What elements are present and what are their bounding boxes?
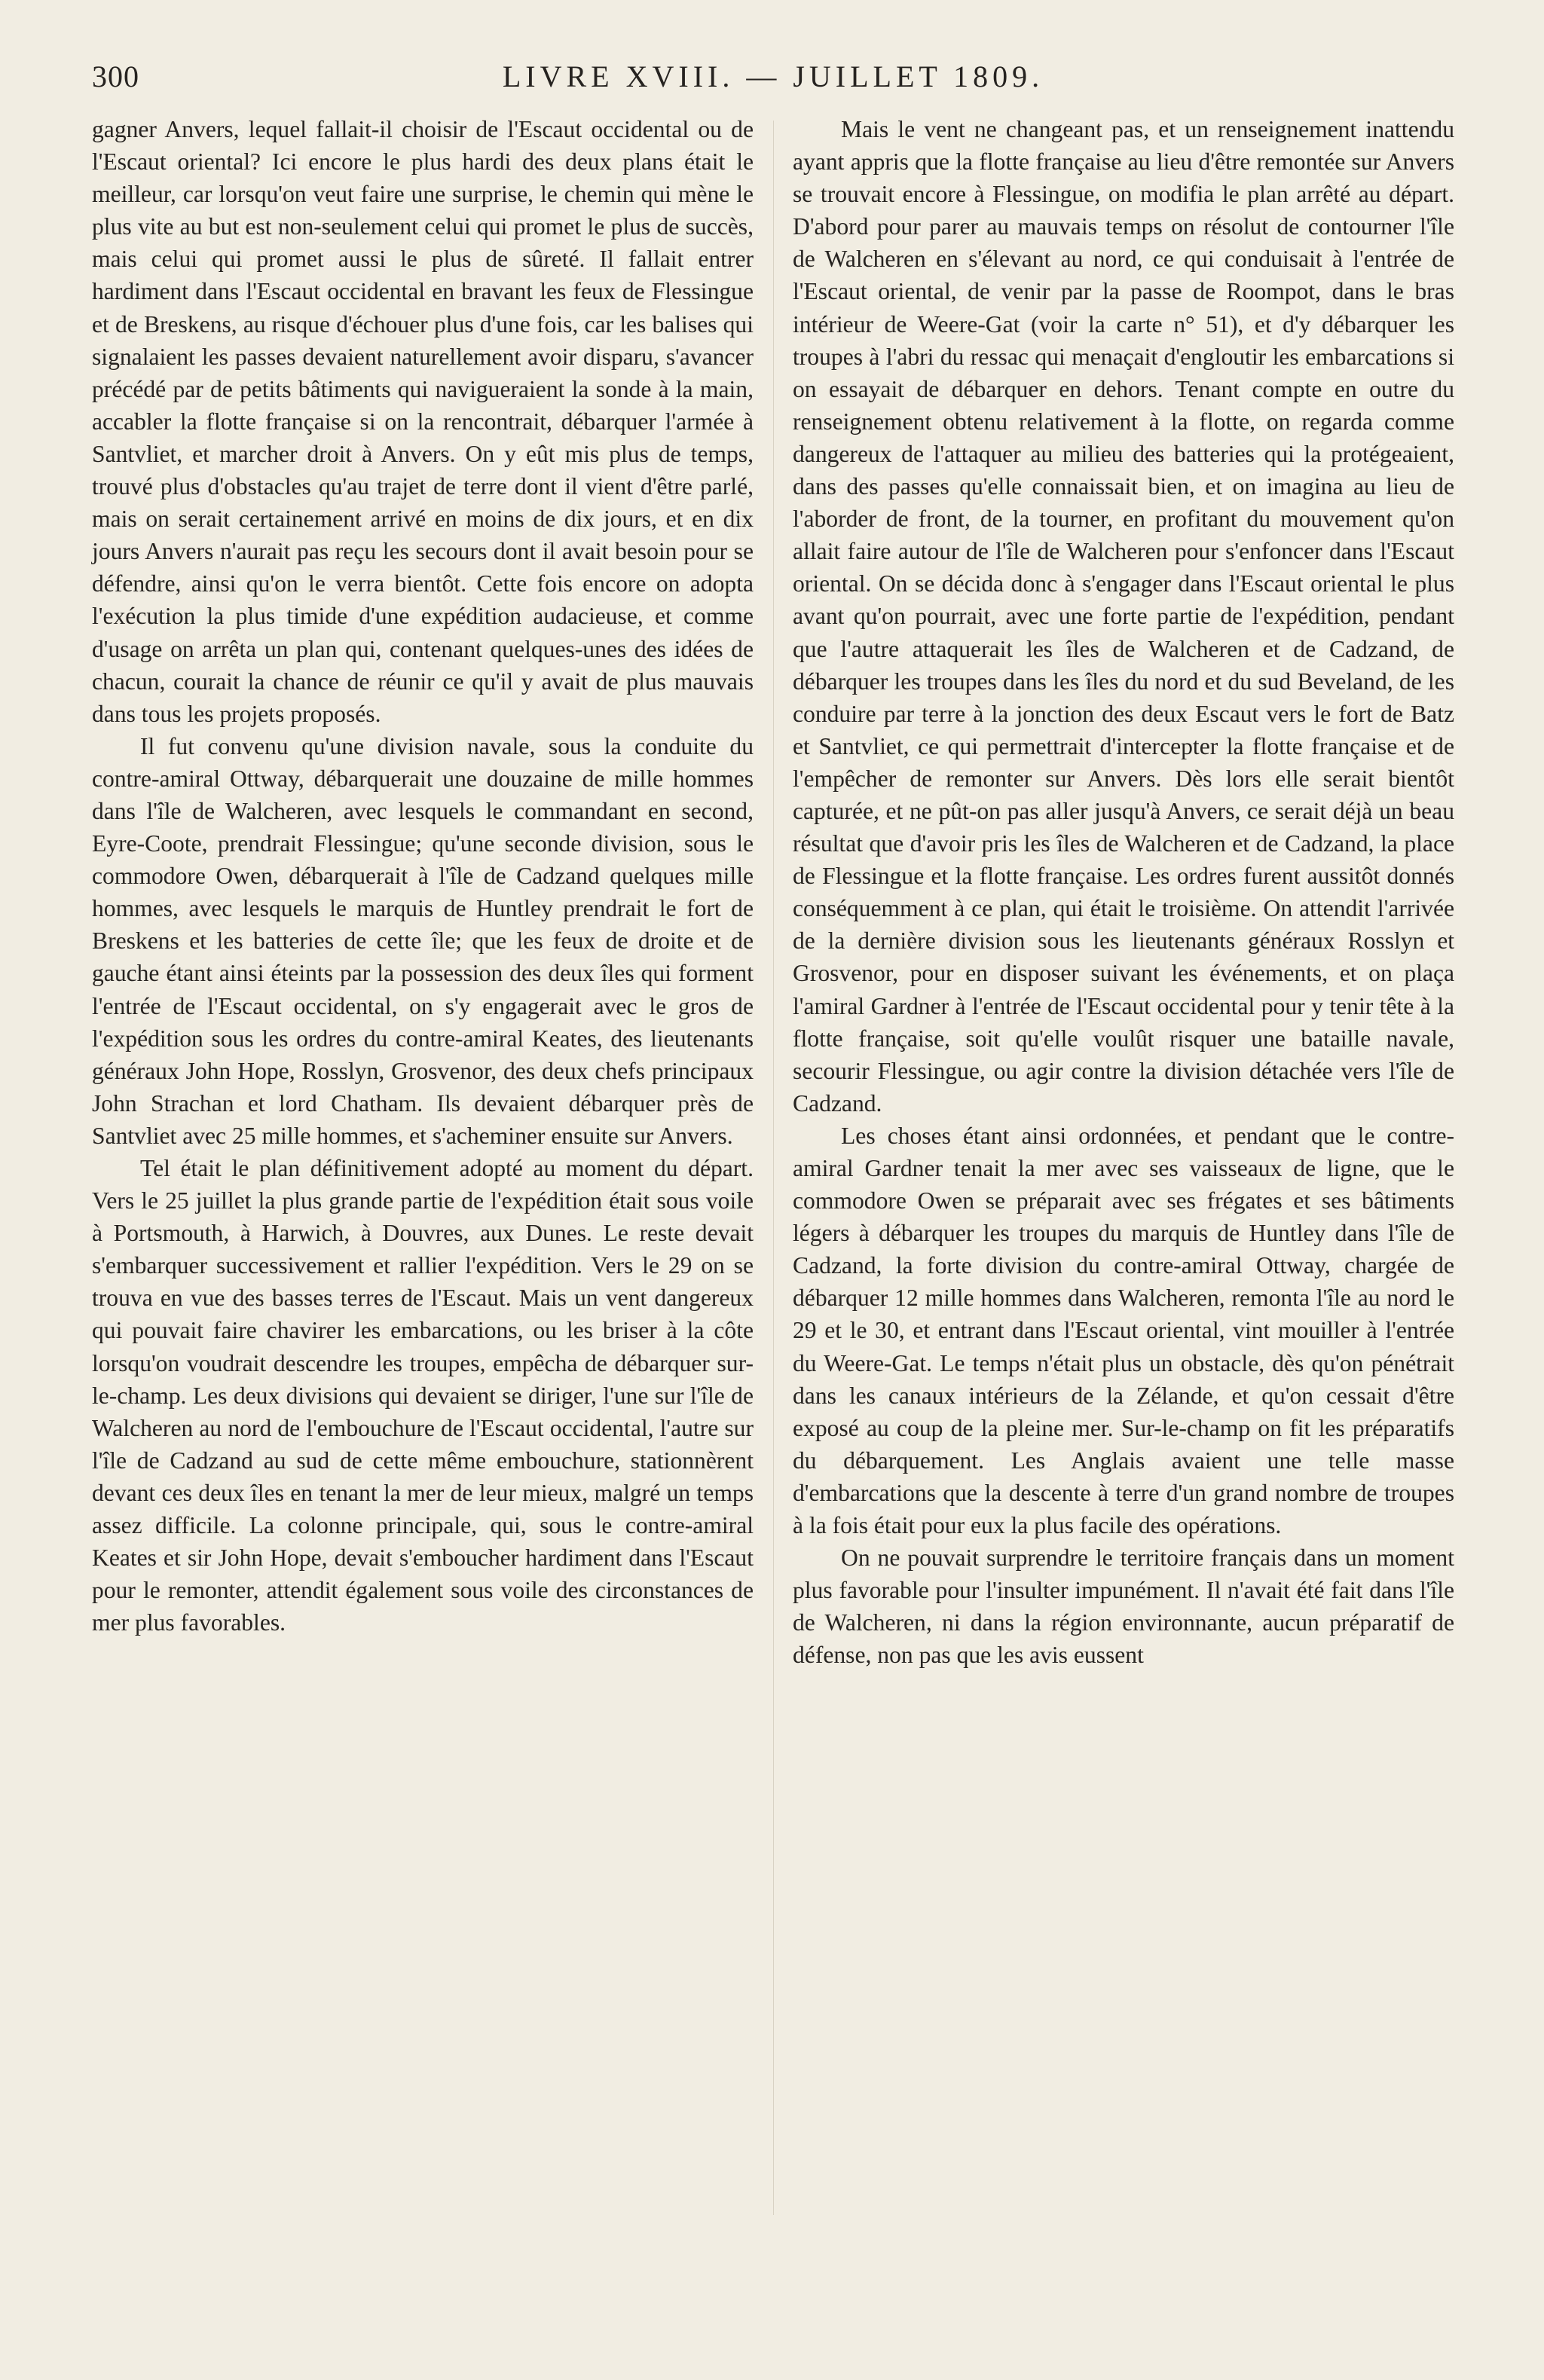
- right-column: [793, 113, 1454, 1672]
- page-header: [92, 59, 1454, 112]
- paragraph: On ne pouvait surprendre le territoire français dans un moment plus favorable pour l'insulter impunément. Il n'avait été fait dans l'île de Walcheren, ni dans la région environnante, aucun préparatif de défense, non pas que les avis eussent: [793, 1544, 1454, 1669]
- paragraph: Il fut convenu qu'une division navale, sous la conduite du contre-amiral Ottway, débarquerait une douzaine de mille hommes dans l'île de Walcheren, avec lesquels le commandant en second, Eyre-Coote, prendrait Flessingue; qu'une seconde division, sous le commodore Owen, débarquerait à l'île de Cadzand quelques mille hommes, avec lesquels le marquis de Huntley prendrait le fort de Breskens et les batteries de cette île; que les feux de droite et de gauche étant ainsi éteints par la possession des deux îles qui forment l'entrée de l'Escaut occidental, on s'y engagerait avec le gros de l'expédition sous les ordres du contre-amiral Keates, des lieutenants généraux John Hope, Rosslyn, Grosvenor, des deux chefs principaux John Strachan et lord Chatham. Ils devaient débarquer près de Santvliet avec 25 mille hommes, et s'acheminer ensuite sur Anvers.: [92, 732, 754, 1149]
- column-divider: [773, 121, 774, 2215]
- paragraph: Tel était le plan définitivement adopté au moment du départ. Vers le 25 juillet la plus grande partie de l'expédition était sous voile à Portsmouth, à Harwich, à Douvres, aux Dunes. Le reste devait s'embarquer successivement et rallier l'expédition. Vers le 29 on se trouva en vue des basses terres de l'Escaut. Mais un vent dangereux qui pouvait faire chavirer les embarcations, ou les briser à la côte lorsqu'on voudrait descendre les troupes, empêcha de débarquer sur-le-champ. Les deux divisions qui devaient se diriger, l'une sur l'île de Walcheren au nord de l'embouchure de l'Escaut occidental, l'autre sur l'île de Cadzand au sud de cette même embouchure, stationnèrent devant ces deux îles en tenant la mer de leur mieux, malgré un temps assez difficile. La colonne principale, qui, sous le contre-amiral Keates et sir John Hope, devait s'emboucher hardiment dans l'Escaut pour le remonter, attendit également sous voile des circonstances de mer plus favorables.: [92, 1155, 754, 1636]
- left-column: [92, 113, 754, 1639]
- paragraph: Mais le vent ne changeant pas, et un renseignement inattendu ayant appris que la flotte française au lieu d'être remontée sur Anvers se trouvait encore à Flessingue, on modifia le plan arrêté au départ. D'abord pour parer au mauvais temps on résolut de contourner l'île de Walcheren en s'élevant au nord, ce qui conduisait à l'entrée de l'Escaut oriental, de venir par la passe de Roompot, dans le bras intérieur de Weere-Gat (voir la carte n° 51), et d'y débarquer les troupes à l'abri du ressac qui menaçait d'engloutir les embarcations si on essayait de débarquer en dehors. Tenant compte en outre du renseignement obtenu relativement à la flotte, on regarda comme dangereux de l'attaquer au milieu des batteries qui la protégeaient, dans des passes qu'elle connaissait bien, et on imagina au lieu de l'aborder de front, de la tourner, en profitant du mouvement qu'on allait faire autour de l'île de Walcheren pour s'enfoncer dans l'Escaut oriental. On se décida donc à s'engager dans l'Escaut oriental le plus avant qu'on pourrait, avec une forte partie de l'expédition, pendant que l'autre attaquerait les îles de Walcheren et de Cadzand, de débarquer les troupes dans les îles du nord et du sud Beveland, de les conduire par terre à la jonction des deux Escaut vers le fort de Batz et Santvliet, ce qui permettrait d'intercepter la flotte française et de l'empêcher de remonter sur Anvers. Dès lors elle serait bientôt capturée, et ne pût-on pas aller jusqu'à Anvers, ce serait déjà un beau résultat que d'avoir pris les îles de Walcheren et de Cadzand, la place de Flessingue et la flotte française. Les ordres furent aussitôt donnés conséquemment à ce plan, qui était le troisième. On attendit l'arrivée de la dernière division sous les lieutenants généraux Rosslyn et Grosvenor, pour en disposer suivant les événements, et on plaça l'amiral Gardner à l'entrée de l'Escaut occidental pour y tenir tête à la flotte française, soit qu'elle voulût risquer une bataille navale, secourir Flessingue, ou agir contre la division détachée vers l'île de Cadzand.: [793, 116, 1454, 1117]
- running-head: LIVRE XVIII. — JUILLET 1809.: [502, 60, 1044, 93]
- paragraph: Les choses étant ainsi ordonnées, et pendant que le contre-amiral Gardner tenait la mer avec ses vaisseaux de ligne, que le commodore Owen se préparait avec ses frégates et ses bâtiments légers à débarquer les troupes du marquis de Huntley dans l'île de Cadzand, la forte division du contre-amiral Ottway, chargée de débarquer 12 mille hommes dans Walcheren, remonta l'île au nord le 29 et le 30, et entrant dans l'Escaut oriental, vint mouiller à l'entrée du Weere-Gat. Le temps n'était plus un obstacle, dès qu'on pénétrait dans les canaux intérieurs de la Zélande, et qu'on cessait d'être exposé au coup de la pleine mer. Sur-le-champ on fit les préparatifs du débarquement. Les Anglais avaient une telle masse d'embarcations que la descente à terre d'un grand nombre de troupes à la fois était pour eux la plus facile des opérations.: [793, 1122, 1454, 1539]
- paragraph: gagner Anvers, lequel fallait-il choisir de l'Escaut occidental ou de l'Escaut oriental? Ici encore le plus hardi des deux plans était le meilleur, car lorsqu'on veut faire une surprise, le chemin qui mène le plus vite au but est non-seulement celui qui promet le plus de succès, mais celui qui promet aussi le plus de sûreté. Il fallait entrer hardiment dans l'Escaut occidental en bravant les feux de Flessingue et de Breskens, au risque d'échouer plus d'une fois, car les balises qui signalaient les passes devaient naturellement avoir disparu, s'avancer précédé par de petits bâtiments qui navigueraient la sonde à la main, accabler la flotte française si on la rencontrait, débarquer l'armée à Santvliet, et marcher droit à Anvers. On y eût mis plus de temps, trouvé plus d'obstacles qu'au trajet de terre dont il vient d'être parlé, mais on serait certainement arrivé en moins de dix jours, et en dix jours Anvers n'aurait pas reçu les secours dont il avait besoin pour se défendre, ainsi qu'on le verra bientôt. Cette fois encore on adopta l'exécution la plus timide d'une expédition audacieuse, et comme d'usage on arrêta un plan qui, contenant quelques-unes des idées de chacun, courait la chance de réunir ce qu'il y avait de plus mauvais dans tous les projets proposés.: [92, 116, 754, 727]
- page-number: 300: [92, 60, 139, 93]
